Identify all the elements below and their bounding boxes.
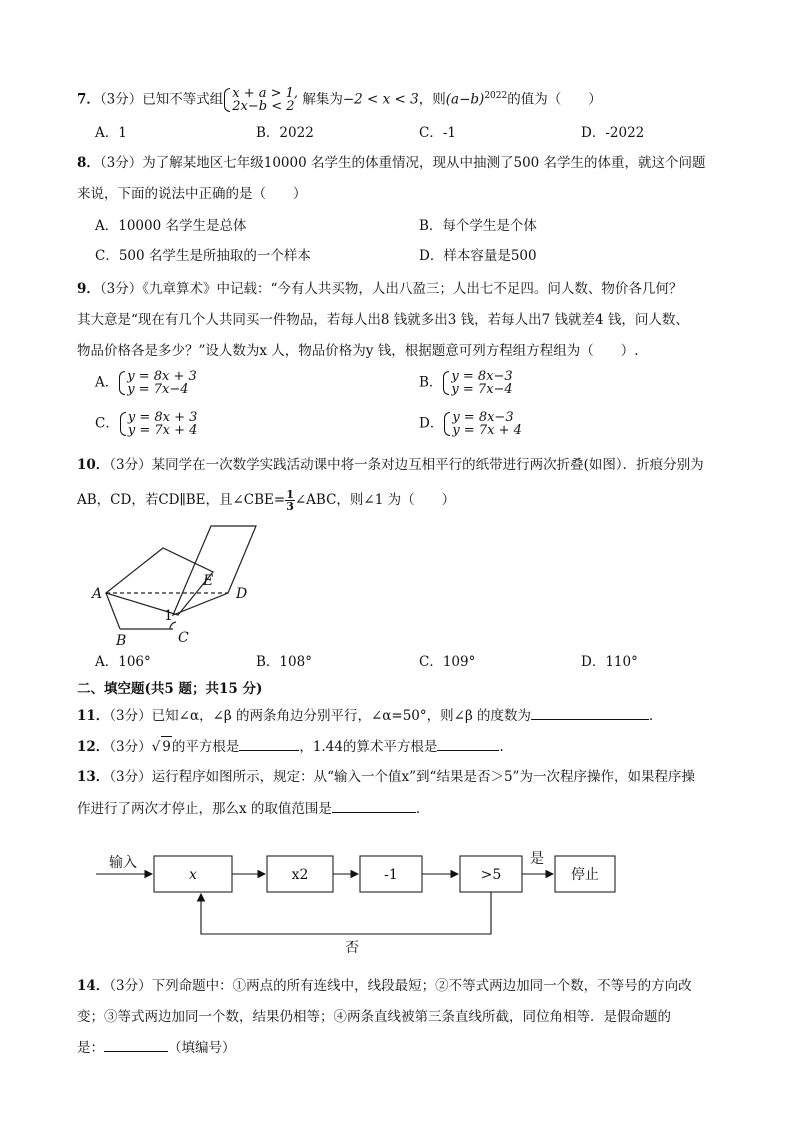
q12-radicand: 9 bbox=[161, 736, 172, 757]
q9-option-b[interactable] bbox=[419, 370, 513, 396]
sqrt-symbol: √ bbox=[151, 739, 161, 755]
q9-line2: 其大意是“现在有几个人共同买一件物品，若每人出8 钱就多出3 钱，若每人出7 钱就差4 钱，问人数、 bbox=[77, 312, 689, 328]
q14-answer-blank[interactable] bbox=[104, 1039, 168, 1052]
q10-fraction bbox=[285, 489, 295, 512]
q10-paper-fold-figure bbox=[88, 525, 268, 650]
q9-option-c-row2: y = 7x + 4 bbox=[127, 423, 198, 438]
q7-exponent: 2022 bbox=[484, 91, 508, 101]
q12-a: （3分） bbox=[109, 739, 152, 755]
q11-line bbox=[77, 706, 663, 726]
label-c: C bbox=[178, 630, 189, 646]
q7-after: ，则 bbox=[418, 91, 446, 108]
q10-option-c[interactable]: C．109° bbox=[419, 654, 476, 670]
q14-line1-text: （3分）下列命题中：①两点的所有连线中，线段最短；②不等式两边加同一个数，不等号的方向改 bbox=[109, 978, 692, 994]
q14-line2: 变；③等式两边加同一个数，结果仍相等；④两条直线被第三条直线所截，同位角相等．是假命题的 bbox=[77, 1009, 671, 1025]
q12-line bbox=[77, 736, 504, 757]
q14-line3 bbox=[77, 1038, 236, 1058]
q10-number: 10． bbox=[77, 457, 110, 473]
q9-option-d-row1: y = 8x−3 bbox=[452, 410, 514, 425]
q9-option-b-label: B． bbox=[419, 374, 443, 391]
q13-line1-text: （3分）运行程序如图所示，规定：从“输入一个值x”到“结果是否＞5”为一次程序操作，如果程序操 bbox=[109, 769, 695, 785]
q8-line1 bbox=[77, 153, 706, 173]
q9-line3: 物品价格各是多少？”设人数为x 人，物品价格为y 钱，根据题意可列方程组方程组为（ ）. bbox=[77, 343, 639, 359]
q8-line2: 来说，下面的说法中正确的是（ ） bbox=[77, 186, 307, 202]
q9-option-a-row2: y = 7x−4 bbox=[127, 382, 189, 397]
q9-line1 bbox=[77, 279, 682, 299]
q10-line1 bbox=[77, 455, 704, 475]
flow-box-minus1-label: -1 bbox=[384, 867, 398, 883]
q9-option-a-row1: y = 8x + 3 bbox=[127, 369, 197, 384]
q12-c: ，1.44的算术平方根是 bbox=[299, 739, 438, 755]
q7-suffix: 的值为（ ） bbox=[507, 91, 602, 108]
q13-line2 bbox=[77, 799, 429, 819]
q9-option-d-label: D． bbox=[419, 415, 444, 432]
q9-option-c-row1: y = 8x + 3 bbox=[127, 410, 198, 425]
q7-number: 7． bbox=[77, 91, 100, 108]
q13-number: 13． bbox=[77, 769, 110, 785]
q7-option-a[interactable]: A．1 bbox=[95, 125, 127, 141]
label-b: B bbox=[116, 633, 127, 649]
q8-number: 8． bbox=[77, 155, 100, 171]
label-a: A bbox=[92, 586, 103, 602]
flow-yes-label: 是 bbox=[530, 851, 544, 867]
q12-answer-blank-2[interactable] bbox=[437, 738, 499, 751]
q7-row1: x + a > 1, bbox=[232, 86, 299, 101]
flow-stop-label: 停止 bbox=[571, 867, 599, 883]
q13-line1 bbox=[77, 767, 695, 787]
q13-flowchart bbox=[90, 843, 630, 958]
q10-line2 bbox=[77, 489, 455, 512]
q9-option-a-label: A． bbox=[95, 374, 119, 391]
flow-loop-no bbox=[201, 892, 491, 934]
q8-option-c[interactable]: C．500 名学生是所抽取的一个样本 bbox=[95, 248, 311, 264]
q13-line2-text: 作进行了两次才停止，那么x 的取值范围是 bbox=[77, 801, 332, 817]
label-d: D bbox=[236, 586, 248, 602]
q12-number: 12． bbox=[77, 739, 110, 755]
segment-ab bbox=[106, 593, 120, 629]
flow-box-gt5-label: >5 bbox=[480, 867, 502, 883]
label-e: E bbox=[203, 573, 214, 589]
q9-option-c-label: C． bbox=[95, 415, 119, 432]
q10-option-b[interactable]: B．108° bbox=[256, 654, 312, 670]
q9-option-d-row2: y = 7x + 4 bbox=[452, 423, 522, 438]
q8-option-d[interactable]: D．样本容量是500 bbox=[419, 248, 537, 264]
flow-no-label: 否 bbox=[345, 940, 359, 956]
q7-expr: (a−b) bbox=[445, 91, 485, 108]
q10-line2-b: ∠ABC，则∠1 为（ ） bbox=[294, 492, 456, 508]
q12-end: . bbox=[499, 739, 504, 755]
q8-option-a[interactable]: A．10000 名学生是总体 bbox=[95, 218, 247, 234]
q10-line2-a: AB，CD，若CD∥BE，且∠CBE= bbox=[77, 492, 286, 508]
flow-box-times2-label: x2 bbox=[291, 867, 309, 883]
q9-number: 9． bbox=[77, 281, 100, 297]
q13-answer-blank[interactable] bbox=[332, 800, 416, 813]
q7-inequality-system bbox=[223, 87, 298, 113]
q9-option-b-row2: y = 7x−4 bbox=[451, 382, 513, 397]
q11-end: ． bbox=[649, 708, 663, 724]
q7-option-d[interactable]: D．-2022 bbox=[581, 125, 645, 141]
q7-option-b[interactable]: B．2022 bbox=[256, 125, 314, 141]
q13-end: ． bbox=[415, 801, 430, 817]
q9-option-c[interactable] bbox=[95, 411, 197, 437]
flow-box-x-label: x bbox=[189, 867, 197, 883]
q14-number: 14． bbox=[77, 978, 110, 994]
q12-answer-blank-1[interactable] bbox=[239, 738, 299, 751]
q7-mid: 解集为 bbox=[302, 91, 343, 108]
label-angle-1: 1 bbox=[164, 608, 173, 624]
q7-option-c[interactable]: C．-1 bbox=[419, 125, 456, 141]
flow-input-label: 输入 bbox=[109, 855, 137, 871]
q12-b: 的平方根是 bbox=[171, 739, 240, 755]
q11-text: （3分）已知∠α，∠β 的两条角边分别平行，∠α=50°，则∠β 的度数为 bbox=[109, 708, 532, 724]
q10-frac-numerator: 1 bbox=[286, 488, 294, 501]
q14-line3-b: （填编号） bbox=[168, 1040, 236, 1056]
q14-line1 bbox=[77, 976, 692, 996]
q11-number: 11． bbox=[77, 708, 110, 724]
q14-line3-a: 是： bbox=[77, 1040, 104, 1056]
q7-row2: 2x−b < 2 bbox=[232, 99, 295, 114]
section-2-title: 二、填空题(共5 题；共15 分) bbox=[77, 681, 263, 697]
q10-option-d[interactable]: D．110° bbox=[581, 654, 638, 670]
q9-line1-text: （3分）《九章算术》中记载：“今有人共买物，人出八盈三；人出七不足四。问人数、物价各几何？ bbox=[99, 281, 683, 297]
q8-option-b[interactable]: B．每个学生是个体 bbox=[419, 218, 537, 234]
q9-option-b-row1: y = 8x−3 bbox=[451, 369, 513, 384]
q11-answer-blank[interactable] bbox=[531, 707, 649, 720]
q7-range: −2 < x < 3 bbox=[342, 91, 419, 108]
q9-option-d[interactable] bbox=[419, 411, 522, 437]
q10-frac-denominator: 3 bbox=[286, 500, 294, 513]
q10-option-a[interactable]: A．106° bbox=[95, 654, 151, 670]
q7-prefix: （3分）已知不等式组 bbox=[99, 91, 224, 108]
q8-line1-text: （3分）为了解某地区七年级10000 名学生的体重情况，现从中抽测了500 名学生的体重，就这个问题 bbox=[99, 155, 706, 171]
q9-option-a[interactable] bbox=[95, 370, 197, 396]
q7-stem bbox=[77, 86, 602, 113]
q10-line1-text: （3分）某同学在一次数学实践活动课中将一条对边互相平行的纸带进行两次折叠(如图）．折痕分别为 bbox=[109, 457, 704, 473]
